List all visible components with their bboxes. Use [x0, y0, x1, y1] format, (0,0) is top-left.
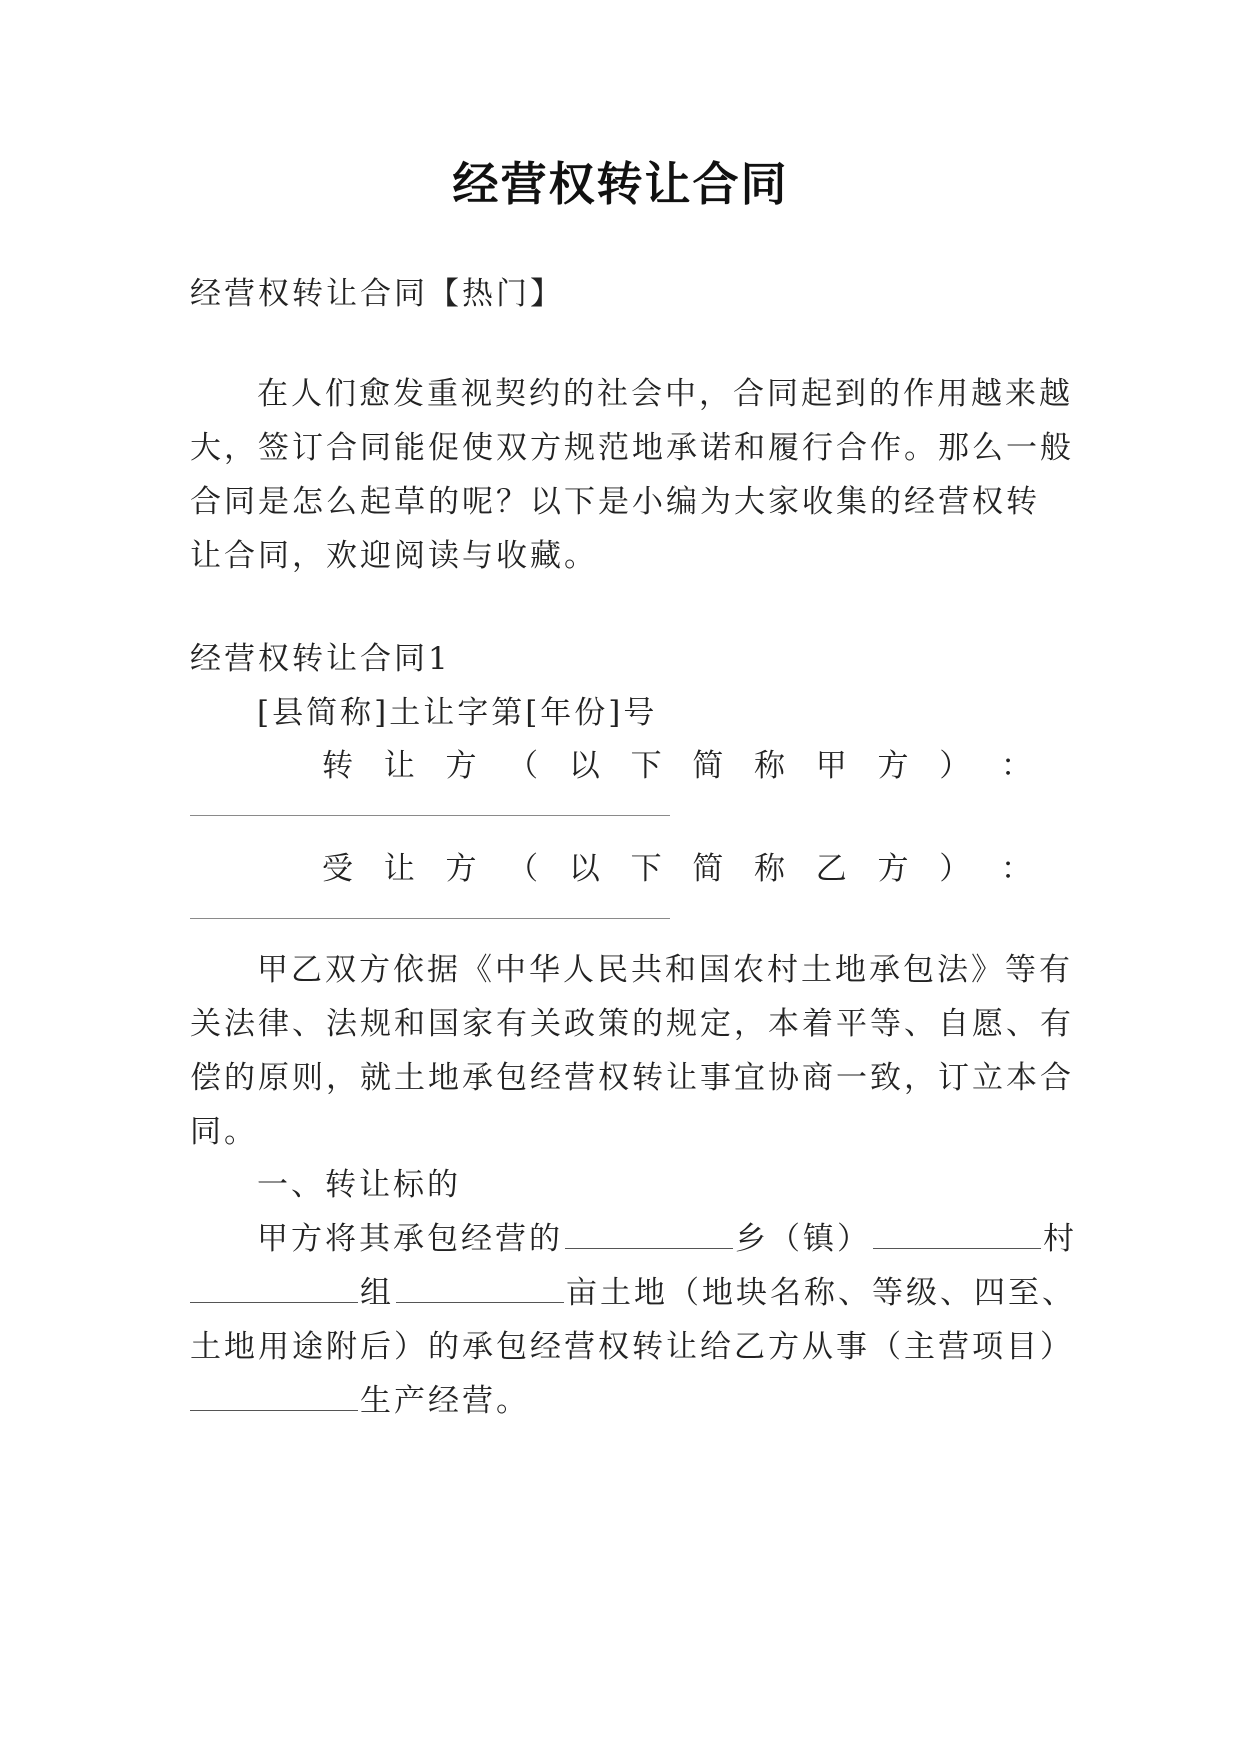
intro-line-4: 让合同，欢迎阅读与收藏。	[190, 538, 598, 574]
transferee-char: （	[507, 851, 539, 887]
basis-line-4: 同。	[190, 1114, 258, 1150]
article-1-text: 亩土地（地块名称、等级、四至、	[566, 1275, 1076, 1311]
fill-in-blank-area	[396, 1274, 564, 1303]
transferee-line	[322, 843, 1032, 888]
basis-line-1: 甲乙双方依据《中华人民共和国农村土地承包法》等有	[257, 952, 1073, 988]
fill-in-blank-township	[565, 1220, 733, 1249]
transferor-char: 转	[322, 748, 353, 784]
transferee-char: 称	[754, 851, 786, 887]
transferee-char: 方	[877, 851, 909, 887]
transferee-char: 方	[445, 851, 477, 887]
transferor-char: 甲	[815, 748, 847, 784]
article-1-text: 甲方将其承包经营的	[257, 1221, 563, 1257]
article-1-line-2	[190, 1267, 1076, 1312]
transferor-char: 简	[692, 748, 724, 784]
intro-line-3: 合同是怎么起草的呢？以下是小编为大家收集的经营权转	[190, 484, 1040, 520]
transferee-char: 简	[692, 851, 724, 887]
transferee-char: ）	[939, 851, 971, 887]
fill-in-blank-project	[190, 1382, 358, 1411]
transferor-char: 以	[568, 748, 600, 784]
article-1-text: 生产经营。	[360, 1383, 530, 1419]
transferor-char: ：	[1000, 748, 1032, 784]
transferor-char: 称	[754, 748, 786, 784]
transferor-blank-line	[190, 815, 670, 816]
transferor-char: ）	[939, 748, 971, 784]
transferee-char: ：	[1000, 851, 1032, 887]
intro-line-1: 在人们愈发重视契约的社会中，合同起到的作用越来越	[257, 376, 1073, 412]
article-1-heading: 一、转让标的	[257, 1167, 461, 1203]
document-subtitle: 经营权转让合同【热门】	[190, 276, 564, 312]
transferor-char: 下	[630, 748, 662, 784]
basis-line-2: 关法律、法规和国家有关政策的规定，本着平等、自愿、有	[190, 1006, 1074, 1042]
fill-in-blank-village	[873, 1220, 1041, 1249]
transferee-char: 受	[322, 851, 353, 887]
transferor-char: 方	[445, 748, 477, 784]
article-1-text: 乡（镇）	[735, 1221, 871, 1257]
article-1-line-3: 土地用途附后）的承包经营权转让给乙方从事（主营项目）	[190, 1329, 1074, 1365]
section-heading: 经营权转让合同1	[190, 641, 451, 677]
transferee-char: 让	[383, 851, 415, 887]
document-number: [县简称]土让字第[年份]号	[257, 695, 658, 731]
document-title: 经营权转让合同	[452, 157, 789, 211]
transferor-char: （	[507, 748, 539, 784]
transferee-blank-line	[190, 918, 670, 919]
intro-line-2: 大，签订合同能促使双方规范地承诺和履行合作。那么一般	[190, 430, 1074, 466]
transferor-line	[322, 740, 1032, 785]
transferor-char: 让	[383, 748, 415, 784]
article-1-text: 组	[360, 1275, 394, 1311]
fill-in-blank-group	[190, 1274, 358, 1303]
article-1-line-1	[257, 1213, 1077, 1258]
transferee-char: 以	[568, 851, 600, 887]
basis-line-3: 偿的原则，就土地承包经营权转让事宜协商一致，订立本合	[190, 1060, 1074, 1096]
article-1-line-4	[190, 1375, 530, 1420]
article-1-text: 村	[1043, 1221, 1077, 1257]
transferee-char: 下	[630, 851, 662, 887]
transferor-char: 方	[877, 748, 909, 784]
transferee-char: 乙	[815, 851, 847, 887]
